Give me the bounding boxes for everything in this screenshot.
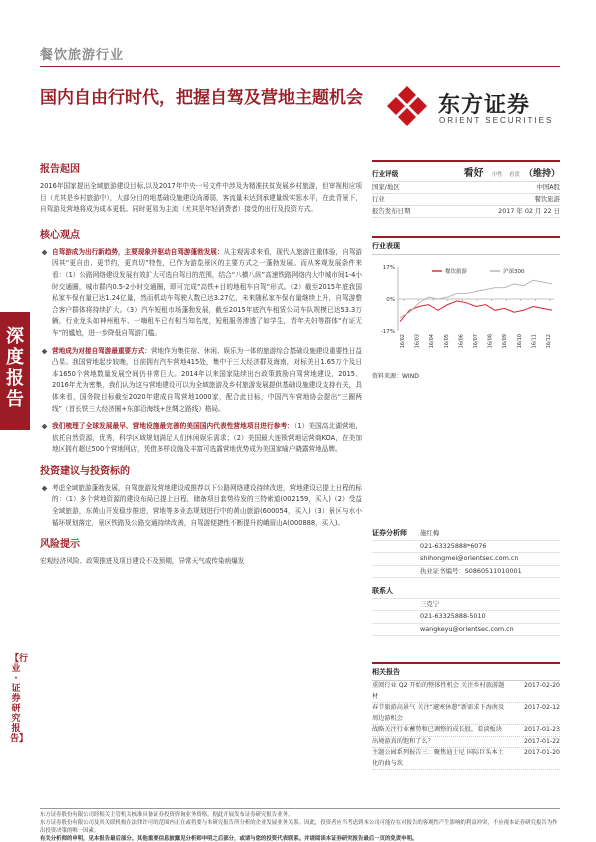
x-tick-label: 16/07 <box>473 334 479 349</box>
contact-label: 联系人 <box>372 587 393 595</box>
performance-chart <box>372 259 560 359</box>
related-heading: 相关报告 <box>372 664 560 681</box>
analyst-value: 施红梅 <box>420 529 440 537</box>
info-key: 行业 <box>372 195 385 203</box>
analyst-row <box>372 528 560 541</box>
report-title: 国内自由行时代，把握自驾及营地主题机会 <box>40 88 363 108</box>
invest-bullet: 考虑全域旅游蓬勃发展，自驾旅游及营地建设成推荐以下公路网络建设持续改进，营地建设已提上日程的标的：（1）多个营地资源的建设布局已提上日程，储备项目套势待发的三特索道(002159，买入)（2）受益全域旅游，东黄山开发稳步推进，营地等多业态规划进行中的黄山旅游(600054，买入)（3）景区与水小循环规划落定，景区铁路及公路交通持续改善，自驾游便捷性不断提升的峨眉山A(000888，买入)。 <box>40 483 362 529</box>
footer-line: 东方证券股份有限公司经相关主管机关核准具备证券投资咨询业务资格，据此开展发布证券研究报告业务。 <box>40 812 294 818</box>
header-divider <box>40 66 560 67</box>
logo-chinese: 东方证券 <box>438 93 531 118</box>
rating-info-row <box>372 194 560 206</box>
performance-heading: 行业表现 <box>372 236 560 255</box>
analyst-row <box>372 624 560 637</box>
logo-english: ORIENT SECURITIES <box>439 116 554 125</box>
related-report-item[interactable] <box>372 703 560 725</box>
legend-label: 沪深300 <box>503 269 525 275</box>
related-date: 2017-01-20 <box>524 749 560 756</box>
main-content <box>40 160 362 568</box>
info-value: 餐饮旅游 <box>534 195 560 203</box>
rating-mid: 中性 <box>491 172 503 178</box>
x-tick-label: 16/09 <box>502 334 509 349</box>
x-tick-label: 16/02 <box>400 334 406 349</box>
rating-low: 看淡 <box>508 172 520 178</box>
footer-line: 有关分析师的申明，见本报告最后部分。其他重要信息披露见分析师申明之后部分，或请与您的投资代表联系。并请阅读本证券研究报告最后一页的免责申明。 <box>40 836 418 842</box>
sidebar <box>372 160 560 770</box>
bullet-lead: 我们梳理了全球发展最早、营地设施最完善的美国国内代表性营地项目进行参考： <box>52 422 294 431</box>
company-logo <box>382 84 560 132</box>
origin-heading: 报告起因 <box>40 164 80 175</box>
core-bullet <box>40 421 362 456</box>
bullet-text: 从主观需求来看，现代人旅游注重体验，自驾游因其“更自由、更节约，更真切”特性，已作为游览景区的主要方式之一蓬勃发展。而从客观发展条件来看：（1）公路网络建设发展有效扩大可选自驾目的范围，结合“八横八纵”高速铁路网络内大中城市间1-4小时交通圈，城市群内0.5-2小时交通圈，即可完成“高铁+目的地租车自驾”形式。（2）截至2015年底我国私家车保有量已达1.24亿量，然而机动车驾驶人数已达3.27亿，未来随私家车保有量继续上升，自驾游整合客户群体将持续扩大。（3）汽车短租市场蓬勃发展，截至2015年底汽车租赁公司车队规模已达53.3万辆，行业龙头如神州租车、一嗨租车已有相当知名度，短租服务渗透了如学生，青年夫妇等群体“有证无车”的尴尬，进一步降低自驾游门槛。 <box>52 247 363 337</box>
related-report-item[interactable] <box>372 748 560 770</box>
sector-heading: 餐饮旅游行业 <box>40 48 125 63</box>
contact-email-link[interactable]: wangkeyu@orientsec.com.cn <box>420 624 514 633</box>
chart-source: 资料来源：WIND <box>372 373 419 380</box>
x-tick-label: 16/05 <box>443 334 450 349</box>
related-report-item[interactable] <box>372 737 560 749</box>
related-title: 出境游真的饱和了么？ <box>372 737 434 745</box>
y-tick-label: 0% <box>386 297 395 303</box>
legend-label: 餐饮旅游 <box>445 269 468 275</box>
info-value: 2017 年 02 月 22 日 <box>498 207 560 215</box>
analyst-row <box>372 553 560 566</box>
rating-info-row <box>372 182 560 194</box>
analyst-label <box>372 553 420 565</box>
analyst-row <box>372 599 560 612</box>
related-date: 2017-02-12 <box>524 704 560 711</box>
related-report-item[interactable] <box>372 725 560 737</box>
rating-values <box>464 164 560 179</box>
analyst-row <box>372 611 560 624</box>
info-value: 中国A股 <box>536 183 560 191</box>
rating-row <box>372 162 560 182</box>
bullet-lead: 自驾游成为出行新趋势，主要现象并驱动自驾游蓬勃发展： <box>52 247 224 256</box>
related-date: 2017-02-20 <box>524 682 560 689</box>
analyst-label <box>372 611 420 623</box>
analyst-row <box>372 586 560 599</box>
deep-report-band <box>0 312 30 430</box>
related-title: 重阅行业 Q2 开始的整体性机会 关注乡村旅游题材 <box>372 682 505 700</box>
analyst-row <box>372 541 560 554</box>
related-reports <box>372 662 560 770</box>
rating-table <box>372 160 560 218</box>
rating-good: 看好 <box>463 168 484 179</box>
invest-heading: 投资建议与投资标的 <box>40 465 130 477</box>
bullet-lead: 营地成为对接自驾游最重要方式： <box>52 346 151 355</box>
x-tick-label: 16/08 <box>487 334 494 349</box>
related-report-item[interactable] <box>372 681 560 703</box>
core-bullet <box>40 346 362 416</box>
y-tick-label: -17% <box>380 329 395 335</box>
analyst-label: 证券分析师 <box>372 529 407 537</box>
related-date: 2017-01-22 <box>524 737 560 745</box>
analyst-value: 三克宁 <box>420 599 440 608</box>
footer-line: 东方证券股份有限公司及其关联机构在法律许可的范围内正在或将要与本研究报告所分析的企业发展业务关系。因此，投资者应当考虑到本公司可能存在对报告的客观性产生影响的利益冲突，不应视本证券研究报告为作出投资决策的唯一因素。 <box>40 820 558 834</box>
bullet-text: 营地作为集住宿、休闲、娱乐为一体的旅游综合基础设施建设重要性日益凸显。我国营地起步较晚，目前拥有汽车营地415处，集中于三大经济群及海南，对标美日1.65万个及日本1650个营地数量发展空间仍非常巨大。2014年以来国家陆续出台政策鼓励自驾营地建设，2015、2016年尤为密集，我们认为这与营地建设可以为全域旅游及乡村旅游发展提供基础设施建设支持有关，具体来看，国务院目标截至2020年建成自驾营地1000家，配合此目标，中国汽车营地协会提出“三圈两线”（首长铁三大经济圈+东部沿海线+丝绸之路线）格局。 <box>52 346 362 413</box>
x-tick-label: 16/03 <box>414 334 421 349</box>
analyst-label <box>372 624 420 636</box>
risk-paragraph: 宏观经济风险、政策推进及项目建设不及预期，异常天气或传染病爆发 <box>40 557 245 566</box>
analyst-label <box>372 566 420 578</box>
origin-paragraph: 2016年国家提出全域旅游建设目标,以及2017年中央一号文件中涉及为精准扶贫发展乡村旅游，但审视相应项目（尤其是乡村旅游中），大部分目的地基础设施建设尚薄弱，客流量未达到承建量级实惩水平，在此背景下，自驾游及营地将成为成本更低、同时更易为主流（尤其是年轻消费者）接受的出行及投资方式。 <box>40 182 362 214</box>
analyst-email-link[interactable]: shihongmei@orientsec.com.cn <box>420 554 519 562</box>
analyst-value: 执业证书编号：S0860511010001 <box>420 566 522 575</box>
disclaimer-footer <box>40 808 560 842</box>
band-text: 深度报告 <box>6 326 24 410</box>
analyst-label <box>372 541 420 553</box>
x-tick-label: 16/12 <box>546 334 552 349</box>
related-title: 战略关注行业蓄势和已调整的成长股，看淡板块 <box>372 726 502 733</box>
analyst-value <box>420 586 560 598</box>
risk-heading: 风险提示 <box>40 539 80 551</box>
analyst-row <box>372 566 560 579</box>
related-title: 春节旅游高景气 关注“避寒休憩”新需求下海南及周边游机会 <box>372 704 505 722</box>
report-type-vertical: 【行业·证券研究报告】 <box>10 654 29 744</box>
series-line <box>400 301 552 322</box>
core-heading: 核心观点 <box>40 229 80 241</box>
y-tick-label: 17% <box>382 265 395 271</box>
rating-label: 行业评级 <box>372 170 399 178</box>
related-date: 2017-01-23 <box>524 726 560 733</box>
rating-info-row <box>372 206 560 218</box>
x-tick-label: 16/04 <box>429 334 436 349</box>
analyst-label <box>372 599 420 611</box>
x-tick-label: 16/10 <box>516 334 523 349</box>
info-key: 国家/地区 <box>372 183 400 191</box>
rating-note: （维持） <box>523 169 560 179</box>
core-bullet <box>40 247 362 340</box>
x-tick-label: 16/06 <box>458 334 465 349</box>
analyst-value: 021-63325888-5010 <box>420 612 486 620</box>
analyst-block <box>372 528 560 636</box>
info-key: 报告发布日期 <box>372 207 411 215</box>
performance-chart-svg <box>372 259 560 359</box>
x-tick-label: 16/11 <box>531 334 538 349</box>
analyst-value: 021-63325888*6076 <box>420 541 487 550</box>
logo-mark-icon <box>382 84 432 132</box>
related-title: 主题公园系列报告三：聚焦迪士尼 国际巨头本土化的曲与坎 <box>372 749 504 767</box>
bullet-text: （1）美国高北湖营地，依托自然资源，优秀，科学区域规划满足人们休闲娱乐需求；（2）美国最大连锁营地运营商KOA，在美加地区拥有超过500个营地网店，凭借多样设施及丰富可选露营地优势成为美国家喻户晓露营地品牌。 <box>52 422 362 454</box>
